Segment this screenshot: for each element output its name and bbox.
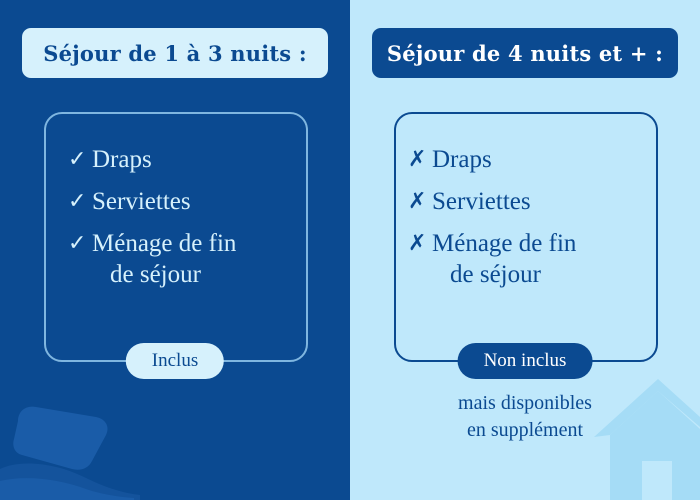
list-item-label: Draps bbox=[432, 146, 492, 173]
right-status-badge-label: Non inclus bbox=[483, 350, 567, 371]
check-icon: ✓ bbox=[68, 187, 87, 213]
right-note bbox=[380, 390, 670, 444]
right-title-text: Séjour de 4 nuits et + : bbox=[386, 40, 664, 66]
left-title-text: Séjour de 1 à 3 nuits : bbox=[43, 40, 307, 66]
left-title-pill bbox=[22, 28, 328, 78]
left-list bbox=[46, 144, 306, 301]
right-list bbox=[396, 144, 656, 301]
list-item-label-multiline bbox=[432, 228, 642, 292]
list-item-label-line1: Ménage de fin bbox=[432, 229, 577, 257]
right-note-line2: en supplément bbox=[466, 419, 584, 441]
right-note-line1: mais disponibles bbox=[458, 392, 592, 414]
list-item bbox=[68, 144, 292, 176]
right-card bbox=[394, 112, 658, 362]
list-item-label-multiline bbox=[92, 228, 292, 292]
right-status-badge bbox=[458, 343, 593, 379]
left-status-badge bbox=[126, 343, 224, 379]
list-item-label: Draps bbox=[92, 146, 152, 173]
list-item-label-line2: de séjour bbox=[450, 261, 541, 289]
list-item bbox=[68, 228, 292, 292]
cross-icon: ✗ bbox=[408, 187, 427, 213]
cross-icon: ✗ bbox=[408, 229, 427, 255]
list-item-label: Serviettes bbox=[432, 187, 531, 215]
cross-icon: ✗ bbox=[408, 146, 427, 171]
list-item bbox=[68, 186, 292, 218]
list-item-label-line2: de séjour bbox=[110, 261, 201, 289]
panel-long-stay bbox=[350, 0, 700, 500]
check-icon: ✓ bbox=[68, 229, 87, 255]
list-item bbox=[408, 186, 642, 218]
list-item bbox=[408, 144, 642, 176]
right-title-pill bbox=[372, 28, 678, 78]
left-card bbox=[44, 112, 308, 362]
list-item-label: Serviettes bbox=[92, 187, 191, 215]
list-item-label-line1: Ménage de fin bbox=[92, 229, 237, 257]
pillow-icon bbox=[0, 385, 165, 500]
check-icon: ✓ bbox=[68, 146, 87, 171]
list-item bbox=[408, 228, 642, 292]
left-status-badge-label: Inclus bbox=[151, 350, 199, 371]
